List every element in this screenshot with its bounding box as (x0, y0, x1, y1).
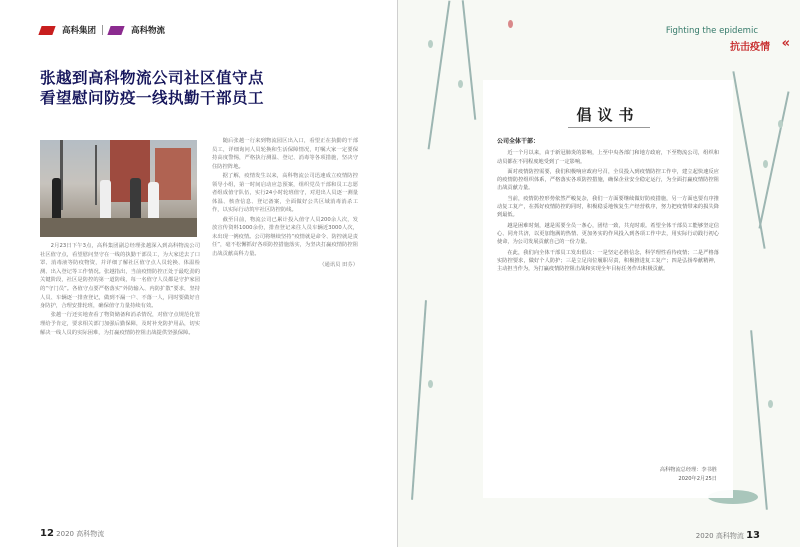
decor-branch (428, 1, 451, 150)
gaoke-logistics-logo-icon (107, 26, 124, 35)
proposal-paragraph: 当前，疫情防控形势依然严峻复杂，我们一方面要继续做好防疫措施，另一方面也要有序推动复工复产，在抓好疫情防控的同时，积极稳妥地恢复生产经营秩序，努力把疫情带来的损失降到最低。 (497, 195, 719, 219)
photo-person (130, 178, 141, 218)
signature-date: 2020年2月25日 (678, 476, 717, 482)
proposal-signature (660, 466, 717, 484)
proposal-paragraph: 在此，我们向全体干部员工发出倡议：一是坚定必胜信念，科学理性看待疫情；二是严格落实防控要求，做好个人防护；三是立足岗位履职尽责，积极推进复工复产；四是弘扬奉献精神，主动担当作为，为打赢疫情防控阻击战和实现全年目标任务作出积极贡献。 (497, 249, 719, 273)
proposal-paragraph: 面对疫情防控需要，我们积极响应政府号召，全员投入到疫情防控工作中，建立起快速反应的疫情防控组织体系，严格落实各项防控措施，确保企业安全稳定运行，为全面打赢疫情防控阻击战贡献力量。 (497, 168, 719, 192)
page-number: 13 (746, 530, 760, 541)
signature-org: 高科物流总经理：李书胜 (659, 467, 717, 473)
decor-branch (750, 330, 768, 509)
proposal-paragraph: 越是困难时刻，越是需要全员一条心，团结一致，共克时艰。希望全体干部员工能够坚定信心、同舟共济，以更加饱满的热情、更加务实的作风投入到各项工作中去，用实际行动践行初心使命，为公司发展贡献自己的一份力量。 (497, 222, 719, 246)
left-page (0, 0, 398, 547)
decor-leaf (508, 20, 513, 28)
photo-building (155, 148, 191, 200)
gaoke-group-logo-icon (38, 26, 55, 35)
logo-gaoke-logistics: 高科物流 (131, 26, 166, 36)
photo-person-protective-suit (148, 182, 159, 218)
proposal-body (497, 138, 719, 275)
decor-leaf (778, 120, 783, 128)
photo-tree (95, 145, 97, 205)
photo-ground (40, 218, 197, 237)
folio-text: 2020 高科物流 (56, 530, 105, 538)
headline-line-2: 看望慰问防疫一线执勤干部员工 (40, 89, 265, 107)
decor-leaf (763, 160, 768, 168)
paragraph: 2月23日下午3点，高科集团副总经理张越深入到高科物流公司社区值守点，看望慰问坚守在一线的执勤干部员工，为大家送去了口罩、消毒液等防疫物资，并详细了解社区值守点人员轮换、体温检测、出入登记等工作情况。张越指出，当前疫情防控正处于最吃劲的关键阶段，社区是防控的第一道防线，每一名值守人员都是守护家园的“守门员”。各值守点要严格落实“外防输入、内防扩散”要求，坚持人员、车辆逐一排查登记，做到不漏一户、不落一人，同时要做好自身防护，合理安排轮班，确保值守力量持续有效。 (40, 243, 200, 310)
headline-line-1: 张越到高科物流公司社区值守点 (40, 69, 265, 87)
decor-branch (462, 0, 477, 120)
section-label-cn: 抗击疫情 (730, 42, 770, 53)
decor-branch (411, 300, 427, 500)
column-1 (40, 242, 200, 338)
byline: （通讯员 田芬） (319, 261, 358, 268)
decor-leaf (768, 400, 773, 408)
logo-gaoke-group: 高科集团 (62, 26, 97, 36)
paragraph: 截至目前，物流公司已累计投入值守人员200余人次，发放宣传资料1000余份，排查登记来往人员车辆近3000人次，未出现一例疫情。公司将继续坚持“疫情就是命令、防控就是责任”，毫不松懈抓好各项防控措施落实，为坚决打赢疫情防控阻击战贡献高科力量。 (212, 216, 358, 257)
section-label-en: Fighting the epidemic (665, 26, 758, 36)
right-page (398, 0, 800, 547)
greeting: 公司全体干部： (497, 138, 540, 145)
logo-bar (40, 24, 165, 36)
decor-leaf (428, 40, 433, 48)
column-2 (212, 137, 358, 270)
paragraph: 张越一行还实地查看了物资储备和消杀情况，对值守点规范化管理给予肯定，要求相关部门加强后勤保障，及时补充防护用品，切实解决一线人员的实际困难，为打赢疫情防控阻击战提供坚强保障。 (40, 312, 200, 336)
page-number: 12 (40, 528, 54, 539)
photo-person (52, 178, 61, 218)
photo-person-protective-suit (100, 180, 111, 220)
folio-text: 2020 高科物流 (695, 532, 744, 540)
paragraph: 随后张越一行来到物流园区出入口，看望正在执勤的干部员工，详细询问人员轮换和生活保障情况，叮嘱大家一定要保持高度警惕，严格执行测温、登记、消毒等各项措施，坚决守住防控阵地。 (212, 138, 358, 170)
proposal-title: 倡议书 (576, 106, 640, 124)
article-photo (40, 140, 197, 237)
paragraph: 据了解，疫情发生以来，高科物流公司迅速成立疫情防控领导小组，第一时间启动应急预案，组织党员干部和员工志愿者组成值守队伍，实行24小时轮班值守，对进出人员逐一测量体温、核查信息、登记备案，全面做好公共区域消毒消杀工作，以实际行动筑牢社区防控防线。 (212, 172, 358, 214)
decor-leaf (428, 380, 433, 388)
right-folio (696, 530, 760, 541)
logo-divider (102, 25, 103, 35)
left-folio (40, 528, 104, 539)
article-headline (40, 68, 340, 108)
proposal-paragraph: 近一个月以来，由于新冠肺炎的影响，上至中央各部门和地方政府，下至物流公司，组织和动员都在不同程度地受到了一定影响。 (497, 150, 719, 165)
chevron-left-icon: « (781, 36, 790, 51)
proposal-card (483, 80, 733, 498)
title-underline (568, 127, 650, 128)
decor-leaf (458, 80, 463, 88)
